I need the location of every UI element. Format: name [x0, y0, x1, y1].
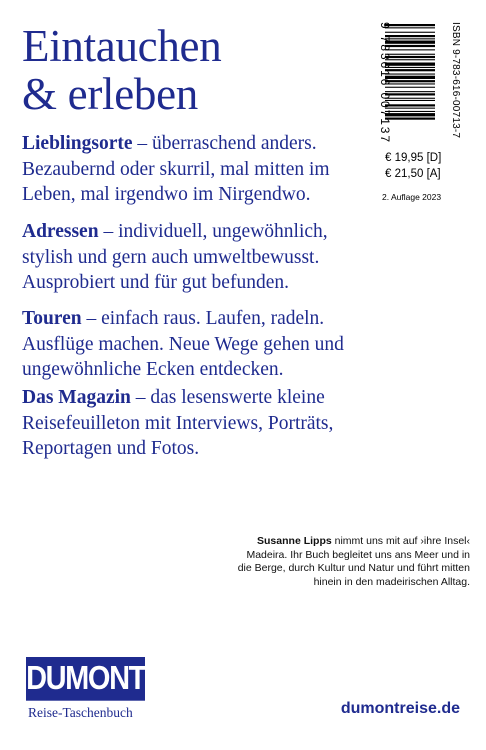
- barcode-bar: [385, 111, 435, 112]
- barcode-bar: [385, 113, 435, 116]
- edition-note: 2. Auflage 2023: [382, 192, 442, 202]
- title-line-2: & erleben: [22, 69, 198, 119]
- price-austria: € 21,50 [A]: [385, 168, 441, 180]
- barcode-bar: [385, 45, 435, 47]
- isbn-number: ISBN 9-783-616-00713-7: [450, 22, 461, 139]
- section-text: – das lesenswerte kleine Reisefeuilleton mit Interviews, Porträts, Reportagen und Fotos.: [22, 387, 334, 459]
- section-text: – überraschend anders. Bezaubernd oder skurril, mal mitten im Leben, mal irgendwo im Nirgendwo.: [22, 133, 330, 205]
- barcode-bar: [385, 93, 435, 95]
- author-blurb: [236, 535, 470, 589]
- series-name: Reise-Taschenbuch: [28, 705, 133, 720]
- price-germany: € 19,95 [D]: [385, 152, 442, 164]
- section-text: – individuell, ungewöhnlich, stylish und gern auch umweltbewusst. Ausprobiert und für gut befunden.: [22, 221, 328, 293]
- book-title: [22, 22, 221, 118]
- title-line-1: Eintauchen: [22, 21, 222, 71]
- barcode-bar: [385, 104, 435, 106]
- barcode-bar: [385, 54, 435, 55]
- section-heading: Touren: [22, 308, 82, 329]
- section-heading: Adressen: [22, 221, 99, 242]
- barcode-bar: [385, 67, 435, 68]
- author-text: nimmt uns mit auf ›ihre Insel‹ Madeira. Ihr Buch begleitet uns ans Meer und in die Berge, durch Kultur und Natur und führt mitten hinein in den madeirischen Alltag.: [237, 535, 470, 588]
- barcode-bar: [385, 87, 435, 88]
- website-url: dumontreise.de: [340, 700, 460, 717]
- barcode-bar: [385, 98, 435, 99]
- barcode-bar: [385, 35, 435, 37]
- section-text: – einfach raus. Laufen, radeln. Ausflüge machen. Neue Wege gehen und ungewöhnliche Ecken entdecken.: [22, 308, 344, 380]
- barcode-bar: [385, 69, 435, 71]
- barcode-bar: [385, 49, 435, 50]
- barcode-bar: [385, 76, 435, 79]
- dumont-logo: [26, 657, 146, 720]
- barcode-bar: [385, 27, 435, 28]
- barcode-bar: [385, 118, 435, 120]
- barcode-bar: [385, 59, 435, 60]
- barcode-bar: [385, 108, 435, 109]
- barcode-bar: [385, 41, 435, 44]
- section-adressen: [22, 219, 372, 296]
- author-name: Susanne Lipps: [257, 535, 332, 547]
- section-magazin: [22, 385, 372, 462]
- barcode-bar: [385, 56, 435, 58]
- section-touren: [22, 306, 372, 383]
- section-heading: Das Magazin: [22, 387, 131, 408]
- barcode-bar: [385, 91, 435, 92]
- barcode-bar: [385, 32, 435, 33]
- barcode-bar: [385, 63, 435, 66]
- logo-wordmark: DUMONT: [26, 657, 145, 701]
- barcode-bar: [385, 38, 435, 39]
- section-heading: Lieblingsorte: [22, 133, 133, 154]
- barcode-bar: [385, 100, 435, 101]
- section-lieblingsorte: [22, 131, 372, 208]
- barcode-bar: [385, 83, 435, 84]
- barcode-digits: 9 783616 007137: [378, 22, 392, 144]
- barcode-bar: [385, 80, 435, 82]
- barcode-bar: [385, 24, 435, 26]
- barcode-bar: [385, 74, 435, 75]
